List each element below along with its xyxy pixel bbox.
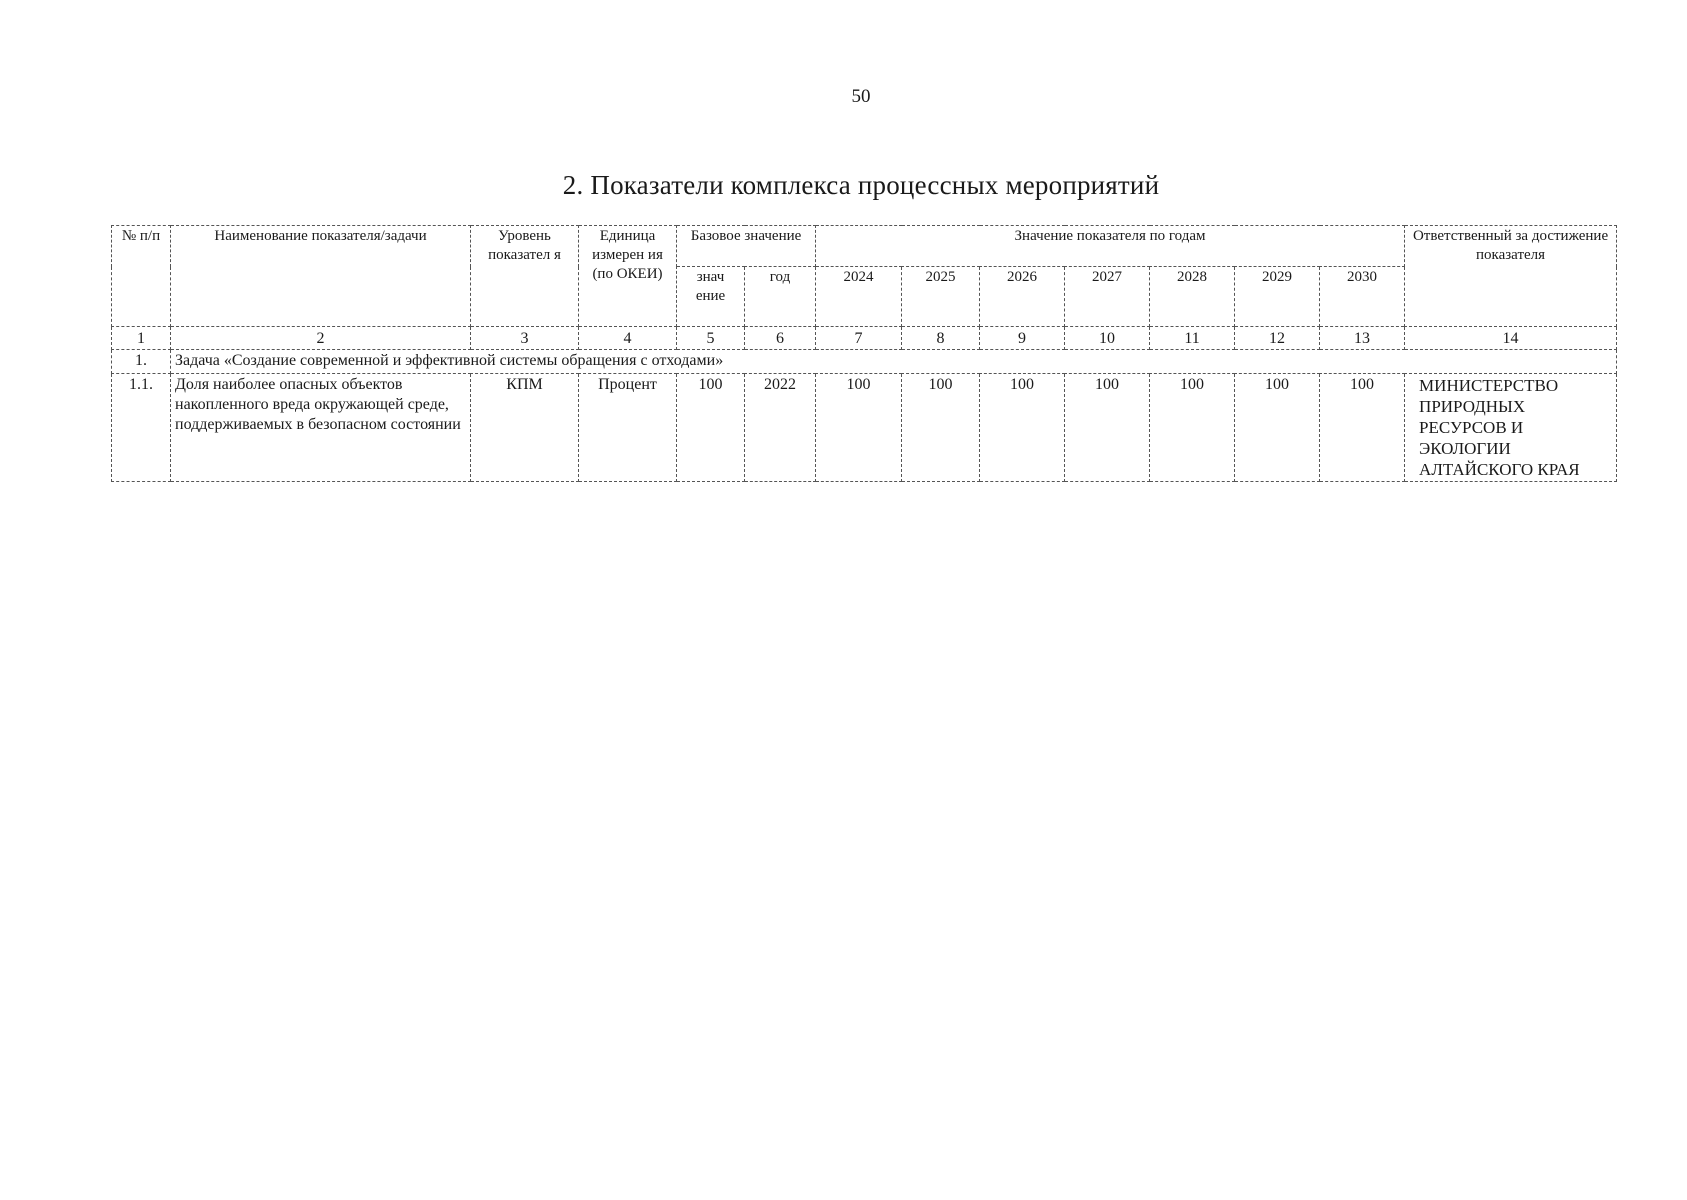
header-years-group: Значение показателя по годам <box>816 226 1405 267</box>
header-base-value: знач ение <box>677 267 745 327</box>
table-row <box>112 373 1617 481</box>
task-number: 1. <box>112 350 171 373</box>
indicator-level: КПМ <box>471 373 579 481</box>
year-value: 100 <box>1320 373 1405 481</box>
indicator-unit: Процент <box>579 373 677 481</box>
year-value: 100 <box>902 373 980 481</box>
page-number: 50 <box>851 86 871 107</box>
header-year: 2030 <box>1320 267 1405 327</box>
header-base-year: год <box>745 267 816 327</box>
year-value: 100 <box>816 373 902 481</box>
header-no: № п/п <box>112 226 171 327</box>
task-row <box>112 350 1617 373</box>
header-year: 2029 <box>1235 267 1320 327</box>
indicator-name: Доля наиболее опасных объектов накопленного вреда окружающей среде, поддерживаемых в безопасном состоянии <box>171 373 471 481</box>
task-title: Задача «Создание современной и эффективной системы обращения с отходами» <box>171 350 1617 373</box>
column-number: 5 <box>677 327 745 350</box>
column-number: 4 <box>579 327 677 350</box>
column-number-row <box>112 327 1617 350</box>
base-year: 2022 <box>745 373 816 481</box>
header-year: 2026 <box>980 267 1065 327</box>
header-year: 2027 <box>1065 267 1150 327</box>
page-title: 2. Показатели комплекса процессных мероприятий <box>562 170 1160 200</box>
header-unit: Единица измерен ия (по ОКЕИ) <box>579 226 677 327</box>
header-level: Уровень показател я <box>471 226 579 327</box>
year-value: 100 <box>1235 373 1320 481</box>
column-number: 12 <box>1235 327 1320 350</box>
base-value: 100 <box>677 373 745 481</box>
column-number: 1 <box>112 327 171 350</box>
header-name: Наименование показателя/задачи <box>171 226 471 327</box>
column-number: 6 <box>745 327 816 350</box>
column-number: 2 <box>171 327 471 350</box>
column-number: 9 <box>980 327 1065 350</box>
indicators-table <box>111 225 1617 482</box>
column-number: 3 <box>471 327 579 350</box>
column-number: 8 <box>902 327 980 350</box>
column-number: 14 <box>1405 327 1617 350</box>
header-responsible: Ответственный за достижение показателя <box>1405 226 1617 327</box>
header-row <box>112 226 1617 267</box>
header-year: 2025 <box>902 267 980 327</box>
header-base-group: Базовое значение <box>677 226 816 267</box>
header-year: 2024 <box>816 267 902 327</box>
row-number: 1.1. <box>112 373 171 481</box>
column-number: 11 <box>1150 327 1235 350</box>
responsible-agency: МИНИСТЕРСТВО ПРИРОДНЫХ РЕСУРСОВ И ЭКОЛОГИИ АЛТАЙСКОГО КРАЯ <box>1405 373 1617 481</box>
year-value: 100 <box>980 373 1065 481</box>
column-number: 13 <box>1320 327 1405 350</box>
year-value: 100 <box>1150 373 1235 481</box>
column-number: 7 <box>816 327 902 350</box>
header-year: 2028 <box>1150 267 1235 327</box>
column-number: 10 <box>1065 327 1150 350</box>
year-value: 100 <box>1065 373 1150 481</box>
